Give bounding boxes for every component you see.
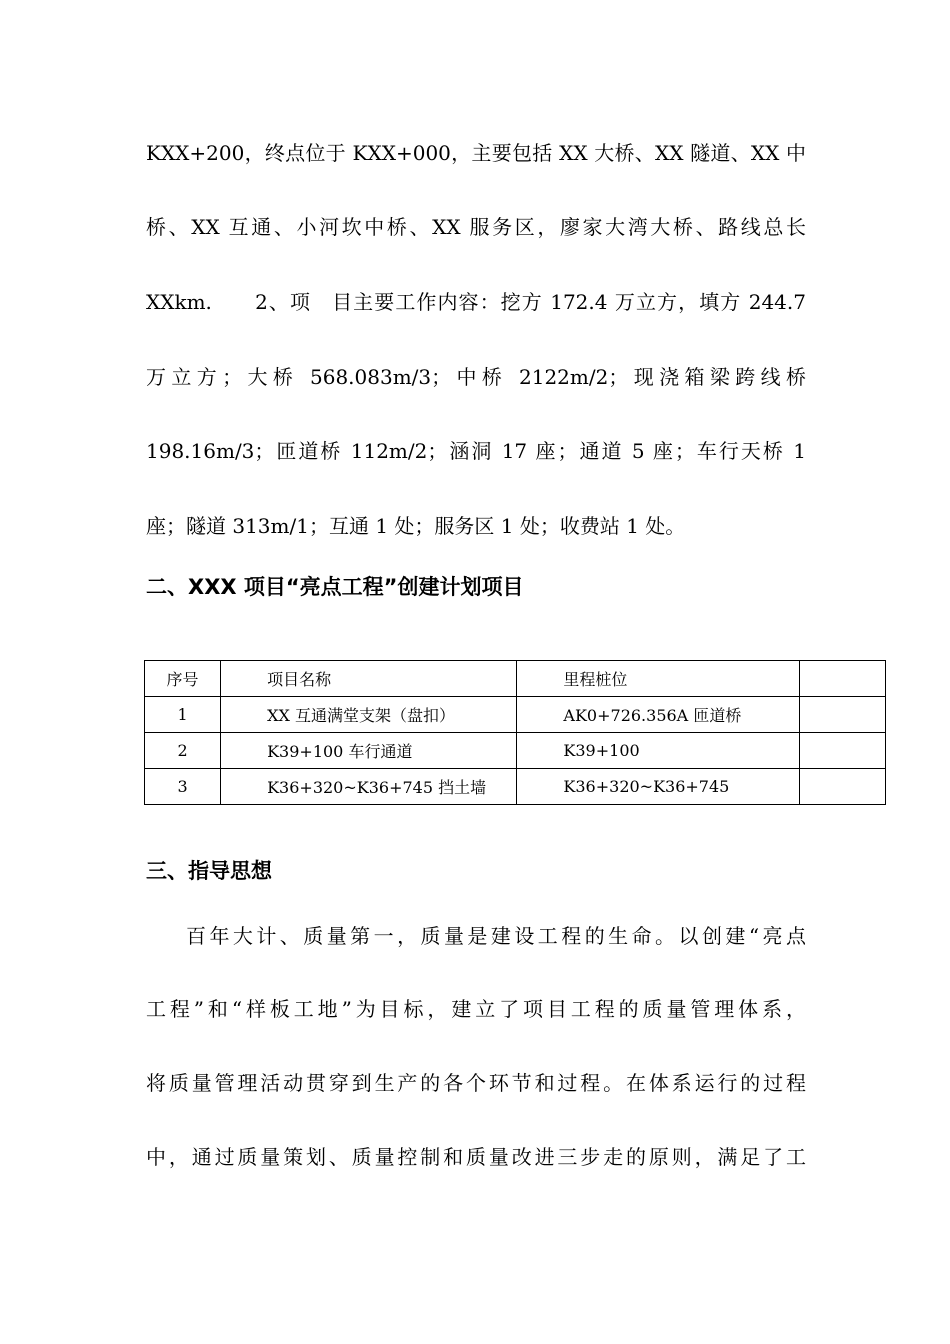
paragraph1-line-3: XXkm. 2、项 目主要工作内容：挖方 172.4 万立方，填方 244.7 — [146, 290, 806, 314]
table-cell: K39+100 — [517, 733, 800, 769]
table-header-row — [145, 661, 886, 697]
table-header-cell: 里程桩位 — [517, 661, 800, 697]
paragraph2-line-1: 百年大计、质量第一，质量是建设工程的生命。以创建“亮点 — [186, 924, 806, 948]
table-cell: XX 互通满堂支架（盘扣） — [221, 697, 517, 733]
project-table — [144, 660, 886, 805]
table-cell — [800, 733, 886, 769]
table-cell: 1 — [145, 697, 221, 733]
table-cell: 2 — [145, 733, 221, 769]
paragraph1-line-4: 万立方；大桥 568.083m/3；中桥 2122m/2；现浇箱梁跨线桥 — [146, 365, 806, 389]
paragraph2-line-3: 将质量管理活动贯穿到生产的各个环节和过程。在体系运行的过程 — [146, 1071, 806, 1095]
table-cell: AK0+726.356A 匝道桥 — [517, 697, 800, 733]
paragraph1-line-6: 座；隧道 313m/1；互通 1 处；服务区 1 处；收费站 1 处。 — [146, 514, 686, 538]
paragraph1-line-5: 198.16m/3；匝道桥 112m/2；涵洞 17 座；通道 5 座；车行天桥 1 — [146, 439, 806, 463]
table-cell: 3 — [145, 769, 221, 805]
section-heading-2: 二、XXX 项目“亮点工程”创建计划项目 — [146, 575, 524, 599]
table-cell: K36+320~K36+745 — [517, 769, 800, 805]
table-cell: K39+100 车行通道 — [221, 733, 517, 769]
paragraph2-line-4: 中，通过质量策划、质量控制和质量改进三步走的原则，满足了工 — [146, 1145, 806, 1169]
table-header-cell: 序号 — [145, 661, 221, 697]
table-cell — [800, 697, 886, 733]
table-header-cell — [800, 661, 886, 697]
paragraph1-line-1: KXX+200，终点位于 KXX+000，主要包括 XX 大桥、XX 隧道、XX 中 — [146, 141, 806, 165]
section-heading-3: 三、指导思想 — [146, 859, 272, 883]
paragraph1-line-2: 桥、XX 互通、小河坎中桥、XX 服务区，廖家大湾大桥、路线总长 — [146, 215, 806, 239]
table-cell: K36+320~K36+745 挡土墙 — [221, 769, 517, 805]
paragraph2-line-2: 工程”和“样板工地”为目标，建立了项目工程的质量管理体系， — [146, 997, 806, 1021]
table-cell — [800, 769, 886, 805]
table-header-cell: 项目名称 — [221, 661, 517, 697]
table-row — [145, 733, 886, 769]
table-row — [145, 697, 886, 733]
table-row — [145, 769, 886, 805]
